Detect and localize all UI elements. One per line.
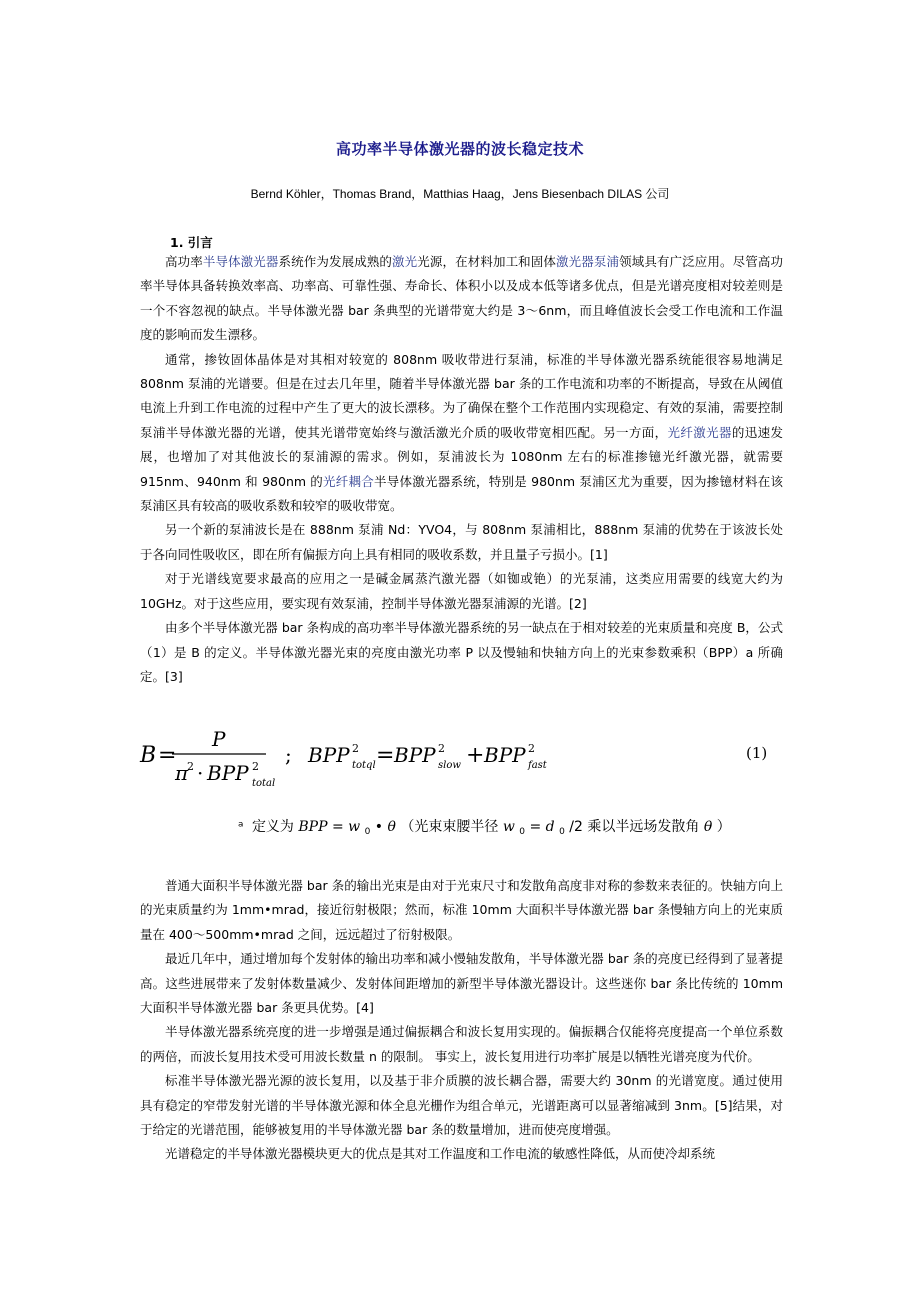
footnote-w0-sub: 0 xyxy=(364,827,371,837)
equation-number: (1) xyxy=(746,744,768,762)
footnote-eq2: = xyxy=(529,819,542,835)
paragraph-2: 通常，掺钕固体晶体是对其相对较宽的 808nm 吸收带进行泵浦，标准的半导体激光器系统能很容易地满足 808nm 泵浦的光谱要。但是在过去几年里，随着半导体激光器 bar 条的工作电流和功率的不断提高，导致在从阈值电流上升到工作电流的过程中产生了更大的波长漂移。为了确保在整个工作范围内实现稳定、有效的泵浦，需要控制泵浦半导体激光器的光谱，使其光谱带宽始终与激活激光介质的吸收带宽相匹配。另一方面，光纤激光器的迅速发展，也增加了对其他波长的泵浦源的需求。例如，泵浦波长为 1080nm 左右的标准掺镱光纤激光器，就需要 915nm、940nm 和 980nm 的光纤耦合半导体激光器系统，特别是 980nm 泵浦区尤为重要，因为掺镱材料在该泵浦区具有较高的吸收系数和较窄的吸收带宽。 xyxy=(140,351,783,514)
footnote-bpp: BPP xyxy=(298,819,328,835)
formula-rhs2-sub: fast xyxy=(528,760,547,771)
footnote-theta-2: θ xyxy=(703,819,713,835)
paragraph-8: 半导体激光器系统亮度的进一步增强是通过偏振耦合和波长复用实现的。偏振耦合仅能将亮度提高一个单位系数的两倍，而波长复用技术受可用波长数量 n 的限制。 事实上，波长复用进行功率扩展是以牺牲光谱亮度为代价。 xyxy=(140,1024,783,1064)
formula-lhs-sub: totql xyxy=(352,760,376,771)
footnote-eq: = xyxy=(331,819,344,835)
formula-rhs1: BPP xyxy=(394,743,436,767)
link-fiber-laser[interactable]: 光纤激光器 xyxy=(667,424,732,440)
footnote-text-2: （光束束腰半径 xyxy=(400,819,503,835)
section-heading: 1. 引言 xyxy=(170,235,213,250)
formula-pi: π xyxy=(175,761,189,785)
paragraph-1: 高功率半导体激光器系统作为发展成熟的激光光源，在材料加工和固体激光器泵浦领域具有广泛应用。尽管高功率半导体具备转换效率高、功率高、可靠性强、寿命长、体积小以及成本低等诸多优点，但是光谱亮度相对较差则是一个不容忽视的缺点。半导体激光器 bar 条典型的光谱带宽大约是 3～6nm，而且峰值波长会受工作电流和工作温度的影响而发生漂移。 xyxy=(140,254,783,343)
formula-den-exp: 2 xyxy=(252,760,259,773)
paragraph-3: 另一个新的泵浦波长是在 888nm 泵浦 Nd：YVO4，与 808nm 泵浦相比，888nm 泵浦的优势在于该波长处于各向同性吸收区，即在所有偏振方向上具有相同的吸收系数，并且量子亏损小。[1] xyxy=(140,522,783,562)
link-laser-pumping[interactable]: 激光器泵浦 xyxy=(556,254,620,269)
formula-numerator: P xyxy=(212,727,226,751)
footnote-d0-sub: 0 xyxy=(559,827,565,837)
svg-text:ᵃ 定义为 BPP = xyxy=(238,818,731,838)
footnote-theta: θ xyxy=(387,819,396,835)
formula-den-sub: total xyxy=(252,778,276,789)
formula-dot: · xyxy=(197,761,204,785)
formula-rhs1-exp: 2 xyxy=(438,742,445,755)
footnote-w0b-sub: 0 xyxy=(519,827,526,837)
paragraph-6: 普通大面积半导体激光器 bar 条的输出光束是由对于光束尺寸和发散角高度非对称的参数来表征的。快轴方向上的光束质量约为 1mm•mrad，接近衍射极限；然而，标准 10mm 大面积半导体激光器 bar 条慢轴方向上的光束质量在 400～500mm•mrad 之间，远远超过了衍射极限。 xyxy=(140,878,783,942)
formula-pi-exp: 2 xyxy=(187,760,194,773)
formula-den-bpp: BPP xyxy=(207,761,249,785)
link-fiber-coupling[interactable]: 光纤耦合 xyxy=(323,473,374,489)
page-title: 高功率半导体激光器的波长稳定技术 xyxy=(335,140,584,158)
link-semiconductor-laser[interactable]: 半导体激光器 xyxy=(202,254,279,269)
footnote-text-4: ） xyxy=(716,819,731,835)
link-laser[interactable]: 激光 xyxy=(392,254,418,269)
paragraph-5: 由多个半导体激光器 bar 条构成的高功率半导体激光器系统的另一缺点在于相对较差的光束质量和亮度 B，公式（1）是 B 的定义。半导体激光器光束的亮度由激光功率 P 以及慢轴和快轴方向上的光束参数乘积（BPP）a 所确定。[3] xyxy=(140,620,783,684)
intro-body-lower xyxy=(140,874,783,1167)
formula-1 xyxy=(140,728,780,790)
formula-b: B xyxy=(140,743,157,768)
footnote-dot: • xyxy=(374,819,388,835)
footnote-text-1: 定义为 xyxy=(251,819,294,835)
formula-rhs2: BPP xyxy=(484,743,526,767)
formula-rhs1-sub: slow xyxy=(438,760,461,771)
footnote-w0: w xyxy=(348,819,361,835)
formula-rhs2-exp: 2 xyxy=(528,742,535,755)
footnote-text-3: /2 乘以半远场发散角 xyxy=(569,819,704,835)
footnote-w0b: w xyxy=(502,819,515,835)
footnote-mark: ᵃ xyxy=(238,819,244,835)
formula-separator: ; xyxy=(285,743,292,767)
intro-body-upper xyxy=(140,250,783,689)
paragraph-10: 光谱稳定的半导体激光器模块更大的优点是其对工作温度和工作电流的敏感性降低，从而使冷却系统 xyxy=(165,1146,716,1162)
paragraph-9: 标准半导体激光器光源的波长复用，以及基于非介质膜的波长耦合器，需要大约 30nm 的光谱宽度。通过使用具有稳定的窄带发射光谱的半导体激光源和体全息光栅作为组合单元，光谱距离可以显著缩减到 3nm。[5]结果，对于给定的光谱范围，能够被复用的半导体激光器 bar 条的数量增加，进而使亮度增强。 xyxy=(140,1073,783,1138)
formula-plus: + xyxy=(466,743,485,768)
paragraph-7: 最近几年中，通过增加每个发射体的输出功率和减小慢轴发散角，半导体激光器 bar 条的亮度已经得到了显著提高。这些进展带来了发射体数量减少、发射体间距增加的新型半导体激光器设计。这些迷你 bar 条比传统的 10mm 大面积半导体激光器 bar 条更具优势。[4] xyxy=(140,951,783,1016)
paragraph-4: 对于光谱线宽要求最高的应用之一是碱金属蒸汽激光器（如铷或铯）的光泵浦，这类应用需要的线宽大约为 10GHz。对于这些应用，要实现有效泵浦，控制半导体激光器泵浦源的光谱。[2] xyxy=(140,571,783,611)
formula-footnote xyxy=(238,815,731,837)
formula-equals-2: = xyxy=(376,743,395,768)
formula-lhs: BPP xyxy=(308,743,350,767)
footnote-d0: d xyxy=(545,819,555,835)
formula-lhs-exp: 2 xyxy=(352,742,359,755)
author-line: Bernd Köhler，Thomas Brand，Matthias Haag，Jens Biesenbach DILAS 公司 xyxy=(250,187,670,201)
formula-equals: = xyxy=(158,743,177,768)
